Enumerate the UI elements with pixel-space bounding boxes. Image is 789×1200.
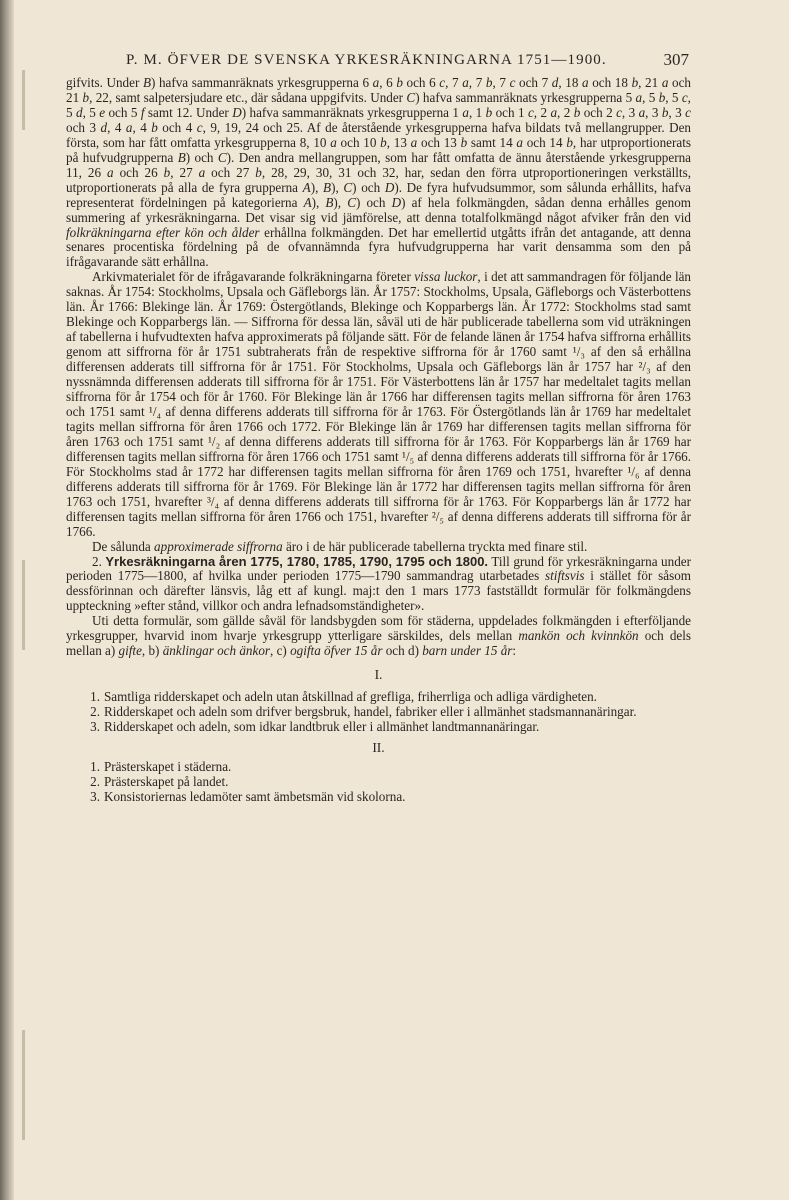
- text-run: , har utproportionerats på hufvudgrupperna: [66, 134, 691, 165]
- italic-text: c: [616, 104, 622, 120]
- italic-text: gifte: [118, 643, 142, 659]
- italic-text: c: [196, 119, 203, 135]
- section-heading: Yrkesräkningarna åren 1775, 1780, 1785, 1790, 1795 och 1800.: [105, 553, 489, 569]
- text-run: och 21: [66, 75, 691, 105]
- italic-text: d: [75, 104, 83, 120]
- text-run: och 10: [336, 134, 381, 150]
- italic-text: barn under 15 år: [422, 643, 513, 659]
- text-run: , 2: [557, 104, 574, 120]
- list-item-number: 3.: [90, 719, 100, 735]
- italic-text: C: [347, 194, 356, 210]
- text-run: och 1: [492, 104, 528, 120]
- text-run: och 13: [417, 134, 461, 150]
- italic-text: D: [391, 194, 402, 210]
- text-run: äro i de här publicerade tabellerna tryckta med finare stil.: [282, 538, 588, 554]
- scan-page-edge: [0, 0, 14, 1200]
- text-run: ) och: [352, 179, 385, 195]
- text-run: ) hafva sammanräknats yrkesgrupperna 5: [415, 89, 636, 105]
- group-numeral-II: II.: [372, 739, 385, 755]
- italic-text: stiftsvis: [545, 568, 585, 584]
- body-paragraphs: [66, 76, 691, 555]
- italic-text: b: [460, 134, 468, 150]
- italic-text: a: [410, 134, 418, 150]
- italic-text: a: [330, 134, 337, 150]
- body-paragraph: [66, 540, 691, 555]
- list-item: [66, 690, 691, 705]
- text-run: :: [512, 643, 517, 659]
- list-item-text: Samtliga ridderskapet och adeln utan åtskillnad af grefliga, friherrliga och adliga värdigheten.: [104, 689, 597, 705]
- text-run: ),: [333, 194, 348, 210]
- text-run: , 4: [107, 119, 126, 135]
- italic-text: B: [323, 179, 332, 195]
- list-item-text: Ridderskapet och adeln som drifver bergsbruk, handel, fabriker eller i allmänhet stadsmannanäringar.: [104, 704, 637, 720]
- text-run: och 7: [515, 75, 552, 90]
- text-run: och 27: [205, 164, 256, 180]
- text-run: erhållna folkmängden. Det har emellertid utgåtts ifrån det antagande, att denna senares procentiska fördelning på de ofvannämnda fyra hufvudgrupperna har varit densamma som den på ifrågavarande sätt erhållna.: [66, 224, 691, 270]
- section-2-paragraph-2: [66, 614, 691, 659]
- text-run: , 7: [468, 75, 486, 90]
- italic-text: c: [439, 75, 446, 90]
- italic-text: approximerade siffrorna: [154, 538, 283, 554]
- text-run: ),: [311, 194, 326, 210]
- italic-text: mankön och kvinnkön: [518, 628, 639, 644]
- text-run: , 5: [66, 89, 691, 120]
- italic-text: b: [485, 75, 493, 90]
- text-run: , 9, 19, 24 och 25. Af de återstående yrkesgrupperna hafva bildats två mellangrupper. Den första, som har fått omfatta yrkesgrupperna 8, 10: [66, 119, 691, 150]
- text-run: , 1: [468, 104, 486, 120]
- text-run: , i det att sammandragen för följande län saknas. År 1754: Stockholms, Upsala och Gäfleborgs län. År 1757: Stockholms, Upsala, Gäfleborgs och Västerbottens län. År 1766: Blekinge län. År 1769: Östergötlands, Blekinge och Kopparbergs län. År 1772: Stockholms stad samt Blekinge och Kopparbergs län. — Siffrorna för dessa län, såväl uti de här publicerade tabellerna som vid uträkningen af tabellerna i hufvudtexten hafva approximerats på följande sätt. För de felande länen år 1754 hafva siffrorna erhållits genom att siffrorna för år 1751 subtraherats från de respektive siffrorna för år 1760 samt ¹/₃ af den så erhållna differensen adderats till siffrorna för år 1751. För Stockholms, Upsala och Gäfleborgs län år 1757 har ²/₃ af den nyssnämnda differensen adderats till siffrorna för år 1751. För Västerbottens län år 1757 har medeltalet tagits mellan siffrorna för år 1754 och för år 1760. För Blekinge län år 1766 har differensen tagits mellan siffrorna för åren 1763 och 1751 samt ¹/₄ af denna differens adderats till siffrorna för år 1763. För Östergötlands län år 1769 har medeltalet tagits mellan siffrorna för åren 1766 och 1772. För Blekinge län år 1769 har differensen tagits mellan siffrorna för åren 1763 och 1751 samt ¹/₂ af denna differens adderats till siffrorna för år 1763. För Kopparbergs län år 1769 har differensen tagits mellan siffrorna för åren 1766 och 1751 samt ¹/₅ af denna differens adderats till siffrorna för år 1766. För Stockholms stad år 1772 har differensen tagits mellan siffrorna för åren 1769 och 1751, hvarefter ¹/₆ af denna differens adderats till siffrorna för år 1769. För Blekinge län år 1772 har differensen tagits mellan siffrorna för åren 1763 och 1751, hvarefter ³/₄ af denna differens adderats till siffrorna för år 1763. För Kopparbergs län år 1772 har differensen tagits mellan siffrorna för åren 1766 och 1751, hvarefter ²/₅ af denna differens adderats till siffrorna för år 1766.: [66, 269, 692, 539]
- text-run: ) af hela folkmängden, sådan denna erhålles genom summering af yrkesräkningarna. Det visar sig vid jämförelse, att denna totalfolkmängd något afviker från den vid: [66, 194, 691, 225]
- text-run: samt 14: [467, 134, 517, 150]
- margin-mark: [22, 1030, 25, 1140]
- italic-text: ogifta öfver 15 år: [290, 643, 383, 659]
- text-run: och dels mellan a): [66, 628, 691, 659]
- margin-mark: [22, 70, 25, 130]
- italic-text: f: [140, 104, 145, 120]
- italic-text: c: [509, 75, 516, 90]
- list-item: [66, 790, 691, 805]
- italic-text: C: [217, 149, 227, 165]
- text-run: , 6: [379, 75, 397, 90]
- text-run: , 5: [82, 104, 100, 120]
- italic-text: b: [573, 104, 581, 120]
- italic-text: D: [232, 104, 242, 120]
- italic-text: D: [384, 179, 395, 195]
- italic-text: b: [661, 104, 669, 120]
- text-run: , 21: [638, 75, 662, 90]
- text-run: , b): [141, 643, 163, 659]
- italic-text: b: [396, 75, 403, 90]
- text-run: ). Den andra mellangruppen, som har fått omfatta de ännu återstående yrkesgrupperna 11, 26: [66, 149, 691, 180]
- text-run: ),: [310, 179, 324, 195]
- text-run: De sålunda: [92, 538, 155, 554]
- italic-text: a: [635, 89, 643, 105]
- text-run: Till grund för yrkesräkningarna under perioden 1775—1800, af hvilka under perioden 1775—1790 sammandrag utarbetades: [66, 553, 691, 584]
- text-run: och 2: [580, 104, 617, 120]
- italic-text: a: [462, 75, 469, 90]
- group-I-list: [66, 690, 691, 735]
- list-item-text: Prästerskapet på landet.: [104, 773, 229, 789]
- italic-text: a: [462, 104, 469, 120]
- text-run: gifvits. Under: [66, 75, 143, 90]
- list-item-number: 2.: [90, 704, 100, 720]
- text-run: , c): [270, 643, 291, 659]
- page-body: [66, 76, 691, 805]
- text-run: och 26: [113, 164, 164, 180]
- italic-text: b: [566, 134, 573, 150]
- body-paragraph: [66, 76, 691, 270]
- italic-text: a: [638, 104, 646, 120]
- italic-text: c: [681, 89, 688, 105]
- list-item-number: 3.: [90, 788, 100, 804]
- text-run: ). De fyra hufvudsummor, som sålunda erhållits, hafva representerat fördelningen på kategorierna: [66, 179, 691, 210]
- text-run: i stället för såsom dessförinnan och därefter länsvis, låg ett af kungl. maj:t den 1 mars 1773 fastställdt formulär för folkmängdens uppteckning »efter stånd, villkor och andra lefnadsomständigheter».: [66, 568, 691, 614]
- list-item-text: Prästerskapet i städerna.: [104, 758, 232, 774]
- text-run: och 3: [66, 119, 101, 135]
- italic-text: b: [255, 164, 262, 180]
- margin-mark: [22, 560, 25, 650]
- italic-text: a: [661, 75, 669, 90]
- text-run: , 3: [645, 104, 662, 120]
- text-run: ),: [331, 179, 344, 195]
- italic-text: b: [380, 134, 387, 150]
- list-item-text: Konsistoriernas ledamöter samt ämbetsmän vid skolorna.: [104, 788, 406, 804]
- text-run: och 6: [402, 75, 440, 90]
- text-run: och 14: [522, 134, 567, 150]
- group-II-list: [66, 760, 691, 805]
- italic-text: a: [372, 75, 380, 90]
- text-run: , 7: [492, 75, 510, 90]
- list-item: [66, 705, 691, 720]
- italic-text: d: [551, 75, 559, 90]
- text-run: , 5: [642, 89, 659, 105]
- italic-text: änklingar och änkor: [162, 643, 271, 659]
- italic-text: a: [125, 119, 133, 135]
- italic-text: B: [177, 149, 186, 165]
- italic-text: b: [631, 75, 639, 90]
- italic-text: d: [100, 119, 108, 135]
- italic-text: C: [343, 179, 353, 195]
- text-run: , 3: [621, 104, 639, 120]
- italic-text: C: [406, 89, 416, 105]
- text-run: samt 12. Under: [144, 104, 233, 120]
- text-run: , 4: [132, 119, 152, 135]
- text-run: ) och: [355, 194, 392, 210]
- text-run: och 4: [157, 119, 197, 135]
- italic-text: B: [142, 75, 151, 90]
- text-run: och 5: [105, 104, 141, 120]
- text-run: , 3: [668, 104, 686, 120]
- list-item-number: 1.: [90, 758, 100, 774]
- italic-text: b: [163, 164, 171, 180]
- running-title: P. M. ÖFVER DE SVENSKA YRKESRÄKNINGARNA 1751—1900.: [126, 52, 607, 68]
- group-numeral-I: I.: [374, 667, 383, 683]
- text-run: Uti detta formulär, som gällde såväl för landsbygden som för städerna, uppdelades folkmängden i efterföljande yrkesgrupper, hvarvid inom hvarje yrkesgrupp ytterligare särskildes, dels mellan: [66, 613, 691, 644]
- section-number: 2.: [92, 553, 102, 569]
- italic-text: a: [107, 164, 114, 180]
- italic-text: a: [550, 104, 558, 120]
- text-run: , 28, 29, 30, 31 och 32, har, sedan den förra utproportioneringen verkställts, utproportionerats på alla de fyra grupperna: [66, 164, 691, 195]
- italic-text: e: [99, 104, 106, 120]
- list-item: [66, 760, 691, 775]
- italic-text: a: [582, 75, 589, 90]
- text-run: ) hafva sammanräknats yrkesgrupperna 6: [150, 75, 373, 90]
- italic-text: b: [658, 89, 666, 105]
- list-item: [66, 775, 691, 790]
- text-run: , 7: [445, 75, 463, 90]
- list-item: [66, 720, 691, 735]
- list-item-number: 1.: [90, 689, 100, 705]
- section-2-paragraph: [66, 555, 691, 615]
- text-run: , 5: [665, 89, 682, 105]
- italic-text: A: [302, 179, 311, 195]
- book-page: [66, 46, 691, 805]
- text-run: Arkivmaterialet för de ifrågavarande folkräkningarna företer: [92, 269, 415, 285]
- text-run: , 27: [170, 164, 199, 180]
- italic-text: c: [685, 104, 691, 120]
- running-header: [66, 46, 691, 76]
- page-number: 307: [663, 50, 689, 69]
- text-run: ) och: [185, 149, 218, 165]
- text-run: och d): [382, 643, 423, 659]
- italic-text: folkräkningarna efter kön och ålder: [66, 224, 260, 240]
- list-item-number: 2.: [90, 773, 100, 789]
- italic-text: B: [325, 194, 334, 210]
- text-run: och 18: [588, 75, 632, 90]
- italic-text: A: [303, 194, 312, 210]
- body-paragraph: [66, 270, 691, 539]
- italic-text: b: [82, 89, 90, 105]
- list-item-text: Ridderskapet och adeln, som idkar landtbruk eller i allmänhet landtmannanäringar.: [104, 719, 540, 735]
- text-run: , 22, samt salpetersjudare etc., där sådana uppgifvits. Under: [89, 89, 407, 105]
- text-run: , 18: [558, 75, 583, 90]
- text-run: , 13: [386, 134, 411, 150]
- text-run: , 2: [533, 104, 551, 120]
- italic-text: a: [516, 134, 523, 150]
- text-run: ) hafva sammanräknats yrkesgrupperna 1: [241, 104, 463, 120]
- italic-text: a: [198, 164, 206, 180]
- italic-text: b: [485, 104, 493, 120]
- italic-text: vissa luckor: [414, 269, 478, 285]
- italic-text: b: [151, 119, 158, 135]
- italic-text: c: [527, 104, 534, 120]
